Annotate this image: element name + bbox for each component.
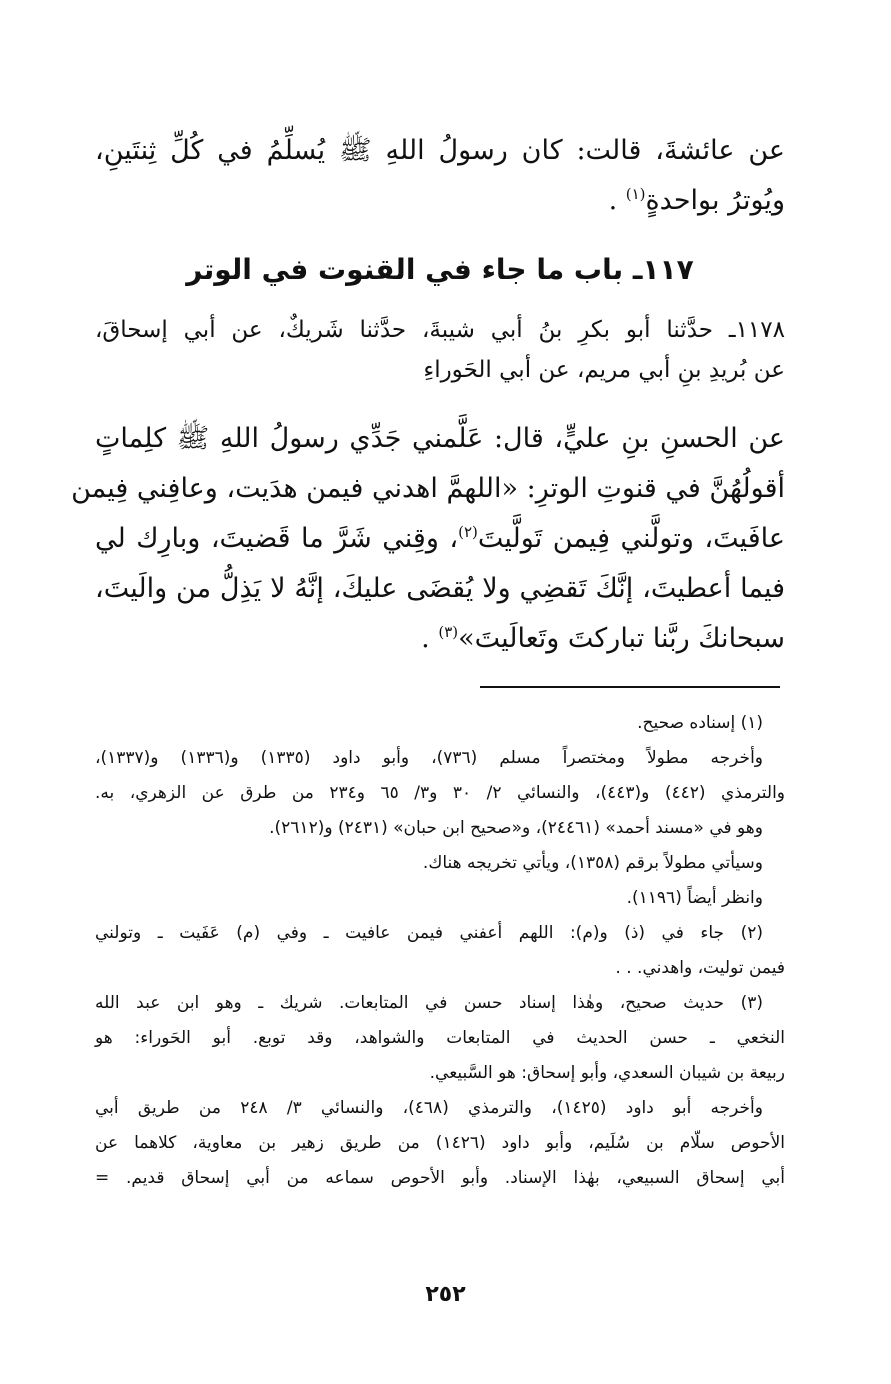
footnote-1-line-2: وأخرجه مطولاً ومختصراً مسلم (٧٣٦)، وأبو داود (١٣٣٥) و(١٣٣٦) و(١٣٣٧)، (95, 748, 763, 768)
footnote-ref-3: (٣) (438, 623, 459, 641)
hadith-matn (71, 414, 785, 664)
footnote-3-line-1: (٣) حديث صحيح، وهٰذا إسناد حسن في المتابعات. شريك ـ وهو ابن عبد الله (95, 993, 763, 1013)
matn-line-4: فيما أعطيتَ، إنَّكَ تَقضِي ولا يُقضَى عليكَ، إنَّهُ لا يَذِلُّ من والَيتَ، (95, 573, 785, 604)
matn-line-3-text-b: ، وقِني شَرَّ ما قَضيتَ، وبارِك لي (95, 523, 459, 554)
footnote-3-line-6: أبي إسحاق السبيعي، بهٰذا الإسناد. وأبو الأحوص سماعه من أبي إسحاق قديم. = (95, 1168, 785, 1188)
hadith-isnad (95, 310, 785, 390)
footnote-1-line-4: وهو في «مسند أحمد» (٢٤٤٦١)، و«صحيح ابن حبان» (٢٤٣١) و(٢٦١٢). (269, 818, 763, 838)
footnote-3-line-4: وأخرجه أبو داود (١٤٢٥)، والترمذي (٤٦٨)، والنسائي ٣/ ٢٤٨ من طريق أبي (95, 1098, 763, 1118)
footnote-3-line-3: ربيعة بن شيبان السعدي، وأبو إسحاق: هو السَّبيعي. (429, 1063, 785, 1083)
footnote-ref-1: (١) (625, 185, 646, 203)
footnote-3-line-2: النخعي ـ حسن الحديث في المتابعات والشواهد، وقد توبع. أبو الحَوراء: هو (95, 1028, 785, 1048)
footnote-1-line-6: وانظر أيضاً (١١٩٦). (626, 888, 763, 908)
opening-line-2-text: ويُوترُ بواحدةٍ (645, 185, 785, 216)
page-number: ٢٥٢ (425, 1282, 466, 1307)
footnote-2-line-2: فيمن توليت، واهدني. . . (615, 958, 785, 978)
footnote-2-line-1: (٢) جاء في (ذ) و(م): اللهم أعفني فيمن عافيت ـ وفي (م) عَفَيت ـ وتولني (95, 923, 763, 943)
footnote-1-line-5: وسيأتي مطولاً برقم (١٣٥٨)، ويأتي تخريجه هناك. (422, 853, 763, 873)
footnote-1-line-1: (١) إسناده صحيح. (637, 713, 763, 733)
isnad-line-2: عن بُريدِ بنِ أبي مريم، عن أبي الحَوراءِ (423, 357, 785, 383)
footnote-ref-2: (٢) (458, 523, 478, 541)
footnote-separator (480, 686, 780, 688)
opening-line-2 (95, 176, 785, 226)
opening-line-1: عن عائشةَ، قالت: كان رسولُ اللهِ ﷺ يُسلِّمُ في كُلِّ ثِنتَينِ، (95, 135, 785, 166)
footnotes (95, 706, 785, 1196)
matn-line-5-text: سبحانكَ ربَّنا تباركتَ وتَعالَيتَ» (458, 623, 785, 654)
chapter-heading: ١١٧ـ باب ما جاء في القنوت في الوتر (186, 253, 694, 286)
matn-line-2: أقولُهُنَّ في قنوتِ الوترِ: «اللهمَّ اهدني فيمن هدَيت، وعافِني فِيمن (71, 473, 785, 504)
isnad-line-1: ١١٧٨ـ حدَّثنا أبو بكرِ بنُ أبي شيبةَ، حدَّثنا شَريكٌ، عن أبي إسحاقَ، (95, 317, 785, 343)
matn-line-5 (95, 614, 785, 664)
matn-line-1: عن الحسنِ بنِ عليٍّ، قال: عَلَّمني جَدِّي رسولُ اللهِ ﷺ كلِماتٍ (95, 423, 785, 454)
opening-text (95, 126, 785, 226)
footnote-1-line-3: والترمذي (٤٤٢) و(٤٤٣)، والنسائي ٢/ ٣٠ و٣/ ٦٥ و٢٣٤ من طرق عن الزهري، به. (95, 783, 786, 803)
opening-line-2-end: . (608, 185, 626, 216)
matn-line-5-end: . (421, 623, 439, 654)
footnote-3-line-5: الأحوص سلّام بن سُلَيم، وأبو داود (١٤٢٦) من طريق زهير بن معاوية، كلاهما عن (95, 1133, 785, 1153)
matn-line-3-text-a: عافَيتَ، وتولَّني فِيمن تَولَّيتَ (477, 523, 785, 554)
matn-line-3 (95, 514, 785, 564)
